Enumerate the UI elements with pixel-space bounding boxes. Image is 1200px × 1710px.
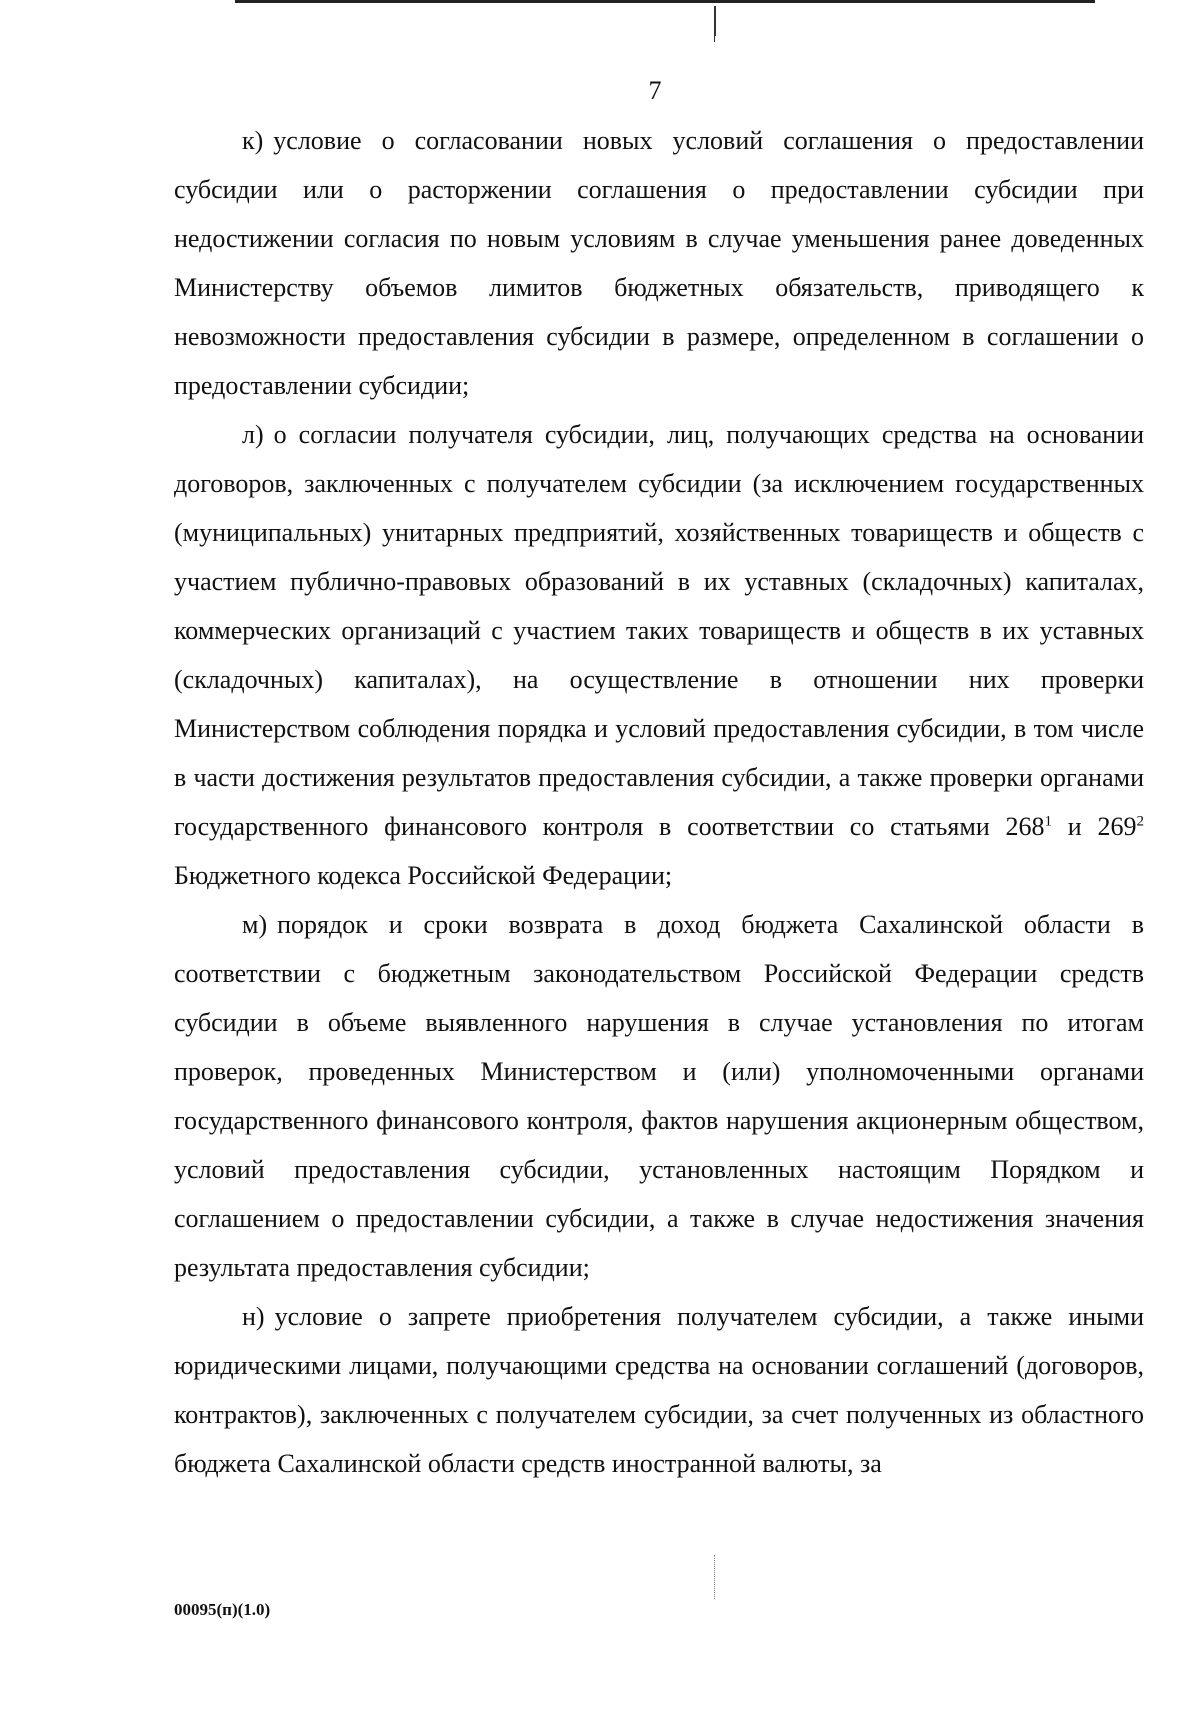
- binder-mark-tail: [714, 36, 715, 42]
- paragraph-m: [174, 900, 1144, 1292]
- conjunction: и: [1067, 812, 1082, 841]
- page-number: 7: [648, 76, 662, 105]
- top-edge-rule: [235, 0, 1095, 3]
- binder-mark: [714, 6, 716, 36]
- scan-artifact: [714, 1555, 716, 1599]
- article-superscript: 2: [1136, 813, 1144, 830]
- article-number: 269: [1097, 812, 1137, 841]
- paragraph-text: условие о запрете приобретения получателем субсидии, а также иными юридическими лицами, получающими средства на основании соглашений (договоров, контрактов), заключенных с получателем субсидии, за счет полученных из областного бюджета Сахалинской области средств иностранной валюты, за: [174, 1302, 1144, 1478]
- paragraph-marker: к): [242, 126, 264, 155]
- article-superscript: 1: [1044, 813, 1053, 830]
- paragraph-n: [174, 1292, 1144, 1488]
- paragraph-marker: л): [242, 420, 264, 449]
- paragraph-text: условие о согласовании новых условий соглашения о предоставлении субсидии или о расторжении соглашения о предоставлении субсидии при недостижении согласия по новым условиям в случае уменьшения ранее доведенных Министерству объемов лимитов бюджетных обязательств, приводящего к невозможности предоставления субсидии в размере, определенном в соглашении о предоставлении субсидии;: [174, 126, 1144, 400]
- document-body: [174, 116, 1144, 1488]
- paragraph-text: порядок и сроки возврата в доход бюджета Сахалинской области в соответствии с бюджетным законодательством Российской Федерации средств субсидии в объеме выявленного нарушения в случае установления по итогам проверок, проведенных Министерством и (или) уполномоченными органами государственного финансового контроля, фактов нарушения акционерным обществом, условий предоставления субсидии, установленных настоящим Порядком и соглашением о предоставлении субсидии, а также в случае недостижения значения результата предоставления субсидии;: [174, 910, 1144, 1282]
- paragraph-marker: м): [242, 910, 268, 939]
- paragraph-k: [174, 116, 1144, 410]
- document-code: 00095(п)(1.0): [174, 1600, 271, 1619]
- article-number: 268: [1005, 812, 1045, 841]
- article-ref-269: [1098, 812, 1145, 841]
- paragraph-text-end: Бюджетного кодекса Российской Федерации;: [174, 861, 673, 890]
- article-ref-268: [1006, 812, 1053, 841]
- paragraph-text: о согласии получателя субсидии, лиц, получающих средства на основании договоров, заключенных с получателем субсидии (за исключением государственных (муниципальных) унитарных предприятий, хозяйственных товариществ и обществ с участием публично-правовых образований в их уставных (складочных) капиталах, коммерческих организаций с участием таких товариществ и обществ в их уставных (складочных) капиталах), на осуществление в отношении них проверки Министерством соблюдения порядка и условий предоставления субсидии, в том числе в части достижения результатов предоставления субсидии, а также проверки органами государственного финансового контроля в соответствии со статьями: [174, 420, 1144, 841]
- paragraph-l: [174, 410, 1144, 900]
- paragraph-marker: н): [242, 1302, 265, 1331]
